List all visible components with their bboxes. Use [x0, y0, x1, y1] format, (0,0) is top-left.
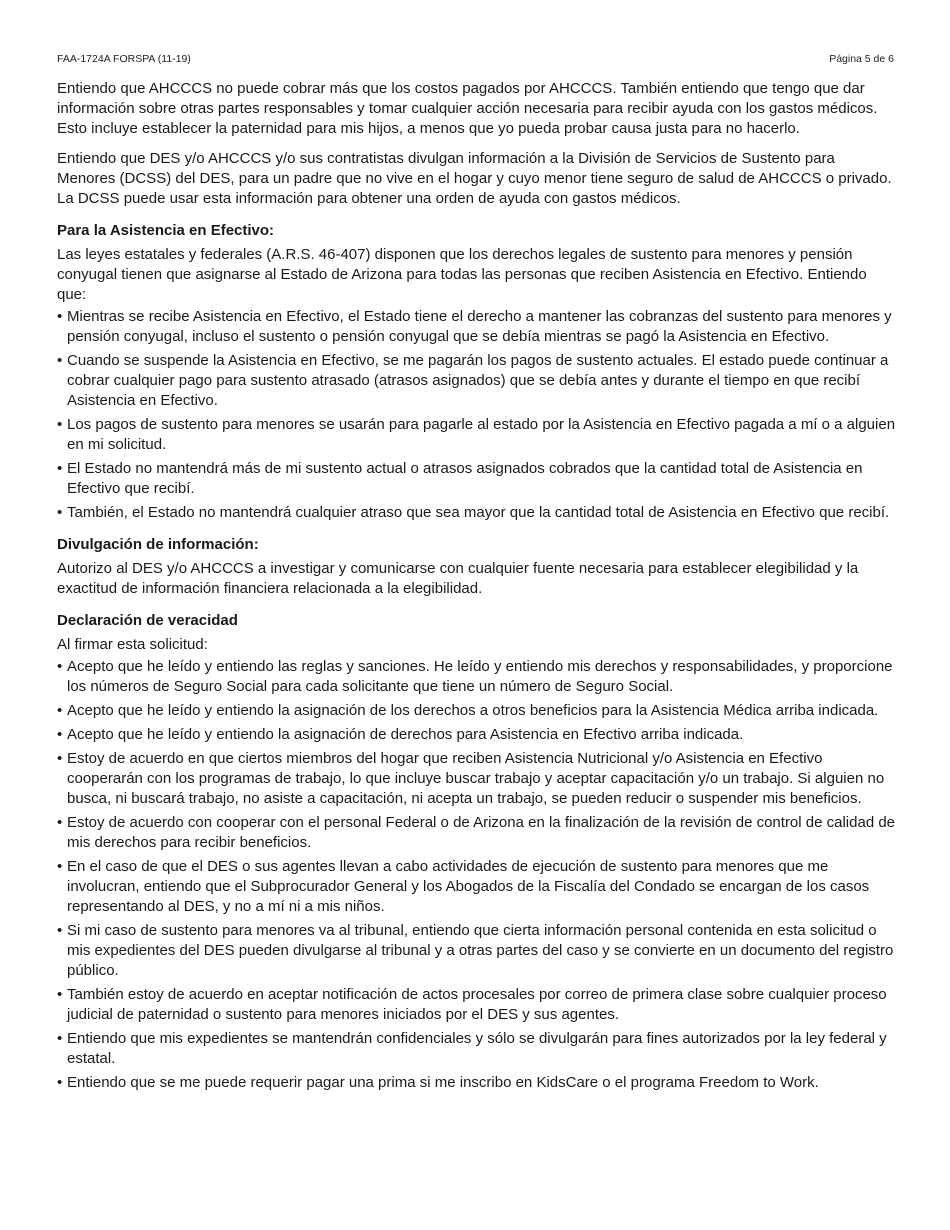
form-id: FAA-1724A FORSPA (11-19) — [57, 53, 191, 65]
page-number: Página 5 de 6 — [829, 53, 894, 65]
cash-assistance-text: Las leyes estatales y federales (A.R.S. 46-407) disponen que los derechos legales de sustento para menores y pensión conyugal tienen que asignarse al Estado de Arizona para todas las personas que reciben Asistencia en Efectivo. Entiendo que: — [57, 246, 867, 303]
intro-paragraph-costs: Entiendo que AHCCCS no puede cobrar más que los costos pagados por AHCCCS. También entiendo que tengo que dar información sobre otras partes responsables y tomar cualquier acción necesaria para recibir ayuda con los gastos médicos. Esto incluye establecer la paternidad para mis hijos, a menos que yo pueda probar causa justa para no hacerlo. — [57, 80, 878, 137]
list-item: • Acepto que he leído y entiendo la asignación de los derechos a otros beneficios para la Asistencia Médica arriba indicada. — [57, 701, 897, 721]
list-item: • Mientras se recibe Asistencia en Efectivo, el Estado tiene el derecho a mantener las cobranzas del sustento para menores y pensión conyugal, incluso el sustento o pensión conyugal que se debía mientras se pagó la Asistencia en Efectivo. — [57, 307, 897, 347]
list-item: • También estoy de acuerdo en aceptar notificación de actos procesales por correo de primera clase sobre cualquier proceso judicial de paternidad o sustento para menores iniciados por el DES y sus agentes. — [57, 985, 897, 1025]
list-item: • Entiendo que se me puede requerir pagar una prima si me inscribo en KidsCare o el programa Freedom to Work. — [57, 1073, 897, 1093]
list-item: • El Estado no mantendrá más de mi sustento actual o atrasos asignados cobrados que la cantidad total de Asistencia en Efectivo que recibí. — [57, 459, 897, 499]
truth-declaration-text: Al firmar esta solicitud: — [57, 636, 208, 653]
list-item: • Acepto que he leído y entiendo la asignación de derechos para Asistencia en Efectivo arriba indicada. — [57, 725, 897, 745]
list-item: • Acepto que he leído y entiendo las reglas y sanciones. He leído y entiendo mis derechos y responsabilidades, y proporcione los números de Seguro Social para cada solicitante que tiene un número de Seguro Social. — [57, 657, 897, 697]
list-item: • Cuando se suspende la Asistencia en Efectivo, se me pagarán los pagos de sustento actuales. El estado puede continuar a cobrar cualquier pago para sustento atrasado (atrasos asignados) que se debía antes y durante el tiempo en que recibí Asistencia en Efectivo. — [57, 351, 897, 411]
truth-declaration-heading: Declaración de veracidad — [57, 612, 238, 629]
list-item: • Entiendo que mis expedientes se mantendrán confidenciales y sólo se divulgarán para fines autorizados por la ley federal y estatal. — [57, 1029, 897, 1069]
list-item: • Estoy de acuerdo con cooperar con el personal Federal o de Arizona en la finalización de la revisión de control de calidad de mis derechos para recibir beneficios. — [57, 813, 897, 853]
disclosure-heading: Divulgación de información: — [57, 536, 259, 553]
document-body — [57, 79, 897, 1097]
list-item: • Estoy de acuerdo en que ciertos miembros del hogar que reciben Asistencia Nutricional y/o Asistencia en Efectivo cooperarán con los programas de trabajo, lo que incluye buscar trabajo y aceptar capacitación y/o un trabajo. Si alguien no busca, ni buscará trabajo, no asiste a capacitación, ni acepta un trabajo, se pueden reducir o suspender mis beneficios. — [57, 749, 897, 809]
cash-assistance-list — [57, 307, 897, 523]
intro-paragraph-dcss: Entiendo que DES y/o AHCCCS y/o sus contratistas divulgan información a la División de Servicios de Sustento para Menores (DCSS) del DES, para un padre que no vive en el hogar y cuyo menor tiene seguro de salud de AHCCCS o privado. La DCSS puede usar esta información para obtener una orden de ayuda con gastos médicos. — [57, 150, 892, 207]
page-header — [57, 53, 894, 65]
truth-declaration-list — [57, 657, 897, 1093]
disclosure-text: Autorizo al DES y/o AHCCCS a investigar y comunicarse con cualquier fuente necesaria para establecer elegibilidad y la exactitud de información financiera relacionada a la elegibilidad. — [57, 560, 859, 597]
list-item: • Los pagos de sustento para menores se usarán para pagarle al estado por la Asistencia en Efectivo pagada a mí o a alguien en mi solicitud. — [57, 415, 897, 455]
list-item: • Si mi caso de sustento para menores va al tribunal, entiendo que cierta información personal contenida en esta solicitud o mis expedientes del DES pueden divulgarse al tribunal y a otras partes del caso y se convierte en un documento del registro público. — [57, 921, 897, 981]
list-item: • En el caso de que el DES o sus agentes llevan a cabo actividades de ejecución de sustento para menores que me involucran, entiendo que el Subprocurador General y los Abogados de la Fiscalía del Condado se encargan de los casos representando al DES, y no a mí ni a mis niños. — [57, 857, 897, 917]
cash-assistance-heading: Para la Asistencia en Efectivo: — [57, 222, 275, 239]
list-item: • También, el Estado no mantendrá cualquier atraso que sea mayor que la cantidad total de Asistencia en Efectivo que recibí. — [57, 503, 897, 523]
